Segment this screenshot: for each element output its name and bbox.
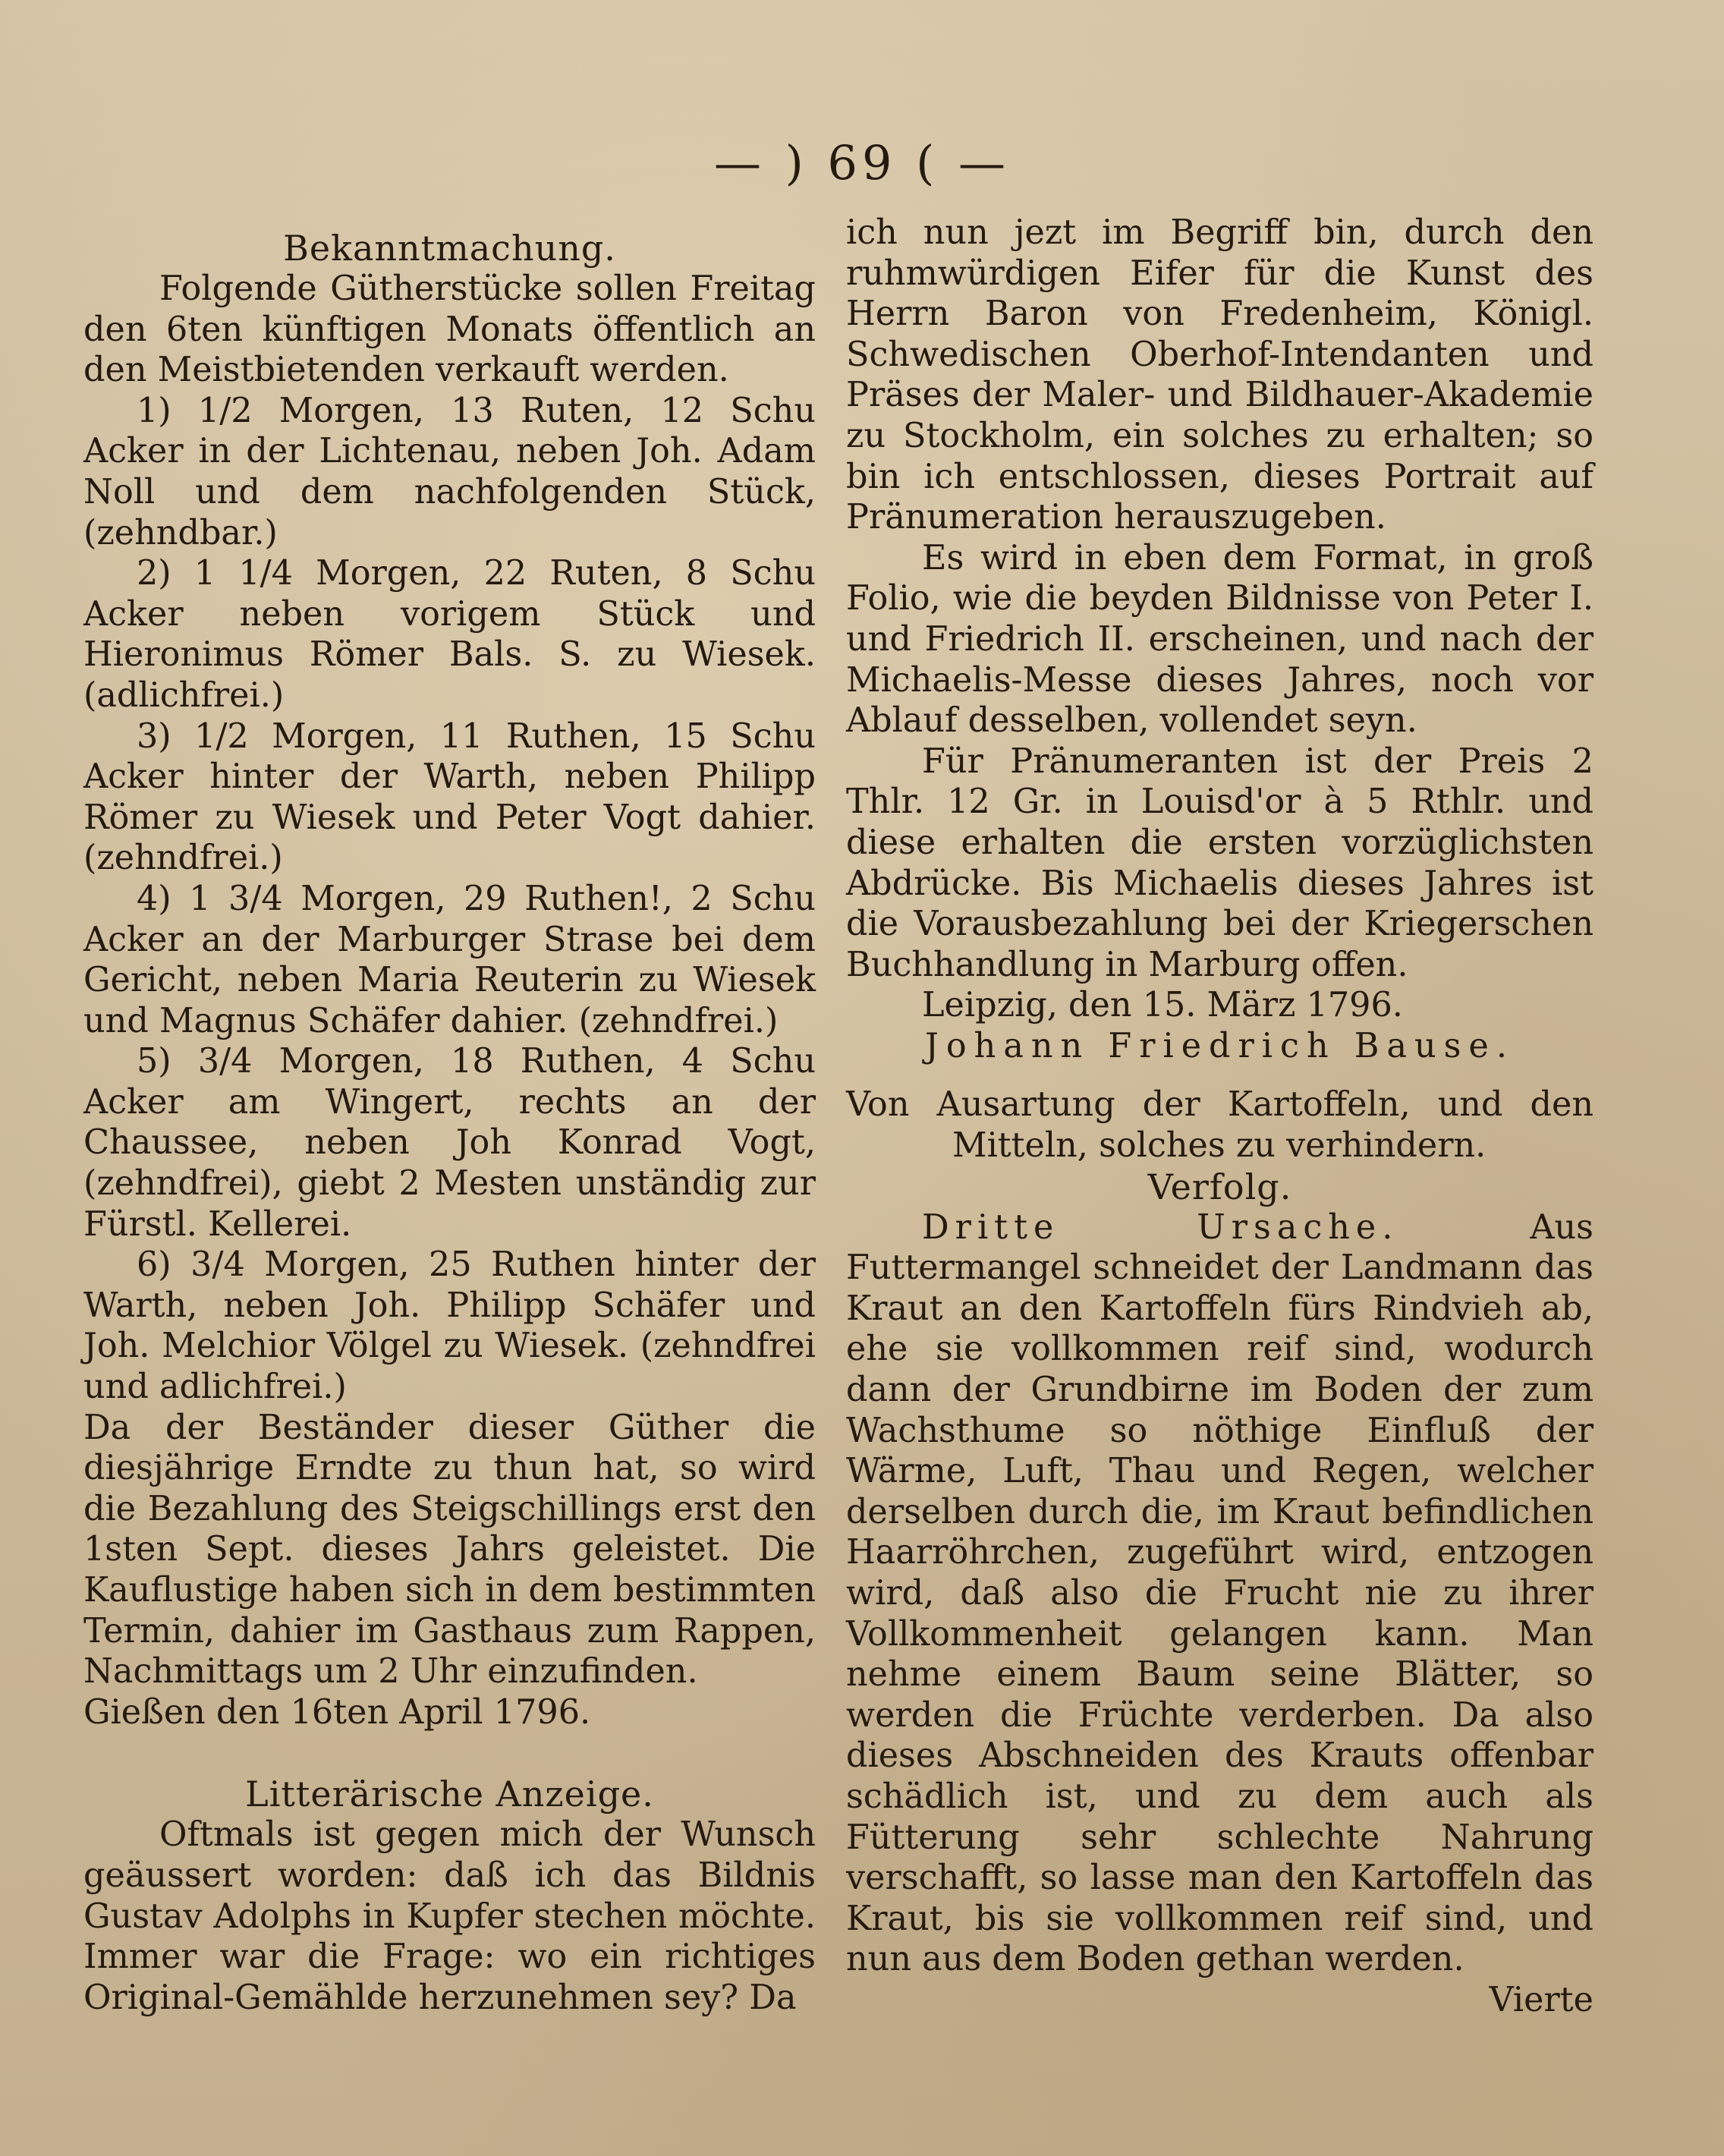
- announcement-intro: Folgende Gütherstücke sollen Freitag den 6ten künftigen Monats öffentlich an den Meistbietenden verkauft werden.: [83, 269, 816, 390]
- article-title: Von Ausartung der Kartoffeln, und den Mitteln, solches zu verhindern.: [846, 1085, 1593, 1166]
- announcement-date: Gießen den 16ten April 1796.: [83, 1692, 591, 1732]
- literary-notice-heading: Litterärische Anzeige.: [245, 1774, 654, 1815]
- page-number: — ) 69 ( —: [713, 135, 1011, 190]
- lot-item: 3) 1/2 Morgen, 11 Ruthen, 15 Schu Acker hinter der Warth, neben Philipp Römer zu Wiesek und Peter Vogt dahier. (zehndfrei.): [83, 716, 816, 878]
- left-column: [83, 228, 816, 2133]
- literary-notice-continued: ich nun jezt im Begriff bin, durch den ruhmwürdigen Eifer für die Kunst des Herrn Baron von Fredenheim, Königl. Schwedischen Oberhof-Intendanten und Präses der Maler- und Bildhauer-Akademie zu Stockholm, ein solches zu erhalten; so bin ich entschlossen, dieses Portrait auf Pränumeration herauszugeben.: [846, 213, 1593, 537]
- cause-label: Dritte Ursache.: [922, 1207, 1399, 1247]
- literary-notice-text: Oftmals ist gegen mich der Wunsch geäussert worden: daß ich das Bildnis Gustav Adolphs in Kupfer stechen möchte. Immer war die Frage: wo ein richtiges Original-Gemählde herzunehmen sey? Da: [83, 1815, 816, 2017]
- catchword: Vierte: [1489, 1980, 1593, 2019]
- article-body: [846, 1207, 1593, 1980]
- announcement-closing: Da der Beständer dieser Güther die diesjährige Erndte zu thun hat, so wird die Bezahlung des Steigschillings erst den 1sten Sept. dieses Jahrs geleistet. Die Kauflustige haben sich in dem bestimmten Termin, dahier im Gasthaus zum Rappen, Nachmittags um 2 Uhr einzufinden.: [83, 1408, 816, 1692]
- literary-notice-signature: Johann Friedrich Bause.: [925, 1026, 1515, 1065]
- lot-item: 5) 3/4 Morgen, 18 Ruthen, 4 Schu Acker am Wingert, rechts an der Chaussee, neben Joh Konrad Vogt, (zehndfrei), giebt 2 Mesten unständig zur Fürstl. Kellerei.: [83, 1042, 816, 1244]
- literary-notice-format: Es wird in eben dem Format, in groß Folio, wie die beyden Bildnisse von Peter I. und Friedrich II. erscheinen, und nach der Michaelis-Messe dieses Jahres, noch vor Ablauf desselben, vollendet seyn.: [846, 538, 1593, 741]
- announcement-heading: Bekanntmachung.: [283, 228, 616, 269]
- right-column: [846, 212, 1593, 2133]
- lot-item: 4) 1 3/4 Morgen, 29 Ruthen!, 2 Schu Acker an der Marburger Strase bei dem Gericht, neben Maria Reuterin zu Wiesek und Magnus Schäfer dahier. (zehndfrei.): [83, 879, 816, 1040]
- lot-item: 6) 3/4 Morgen, 25 Ruthen hinter der Warth, neben Joh. Philipp Schäfer und Joh. Melchior Völgel zu Wiesek. (zehndfrei und adlichfrei.): [83, 1245, 816, 1407]
- article-continued-label: Verfolg.: [1147, 1166, 1292, 1207]
- cause-text: Aus Futtermangel schneidet der Landmann das Kraut an den Kartoffeln fürs Rindvieh ab, ehe sie vollkommen reif sind, wodurch dann der Grundbirne im Boden der zum Wachsthume so nöthige Einfluß der Wärme, Luft, Thau und Regen, welcher derselben durch die, im Kraut befindlichen Haarröhrchen, zugeführt wird, entzogen wird, daß also die Frucht nie zu ihrer Vollkommenheit gelangen kann. Man nehme einem Baum seine Blätter, so werden die Früchte verderben. Da also dieses Abschneiden des Krauts offenbar schädlich ist, und zu dem auch als Fütterung sehr schlechte Nahrung verschafft, so lasse man den Kartoffeln das Kraut, bis sie vollkommen reif sind, und nun aus dem Boden gethan werden.: [846, 1207, 1593, 1979]
- literary-notice-dateline: Leipzig, den 15. März 1796.: [922, 986, 1403, 1025]
- literary-notice-price: Für Pränumeranten ist der Preis 2 Thlr. 12 Gr. in Louisd'or à 5 Rthlr. und diese erhalten die ersten vorzüglichsten Abdrücke. Bis Michaelis dieses Jahres ist die Vorausbezahlung bei der Kriegerschen Buchhandlung in Marburg offen.: [846, 741, 1593, 984]
- lot-item: 1) 1/2 Morgen, 13 Ruten, 12 Schu Acker in der Lichtenau, neben Joh. Adam Noll und dem nachfolgenden Stück, (zehndbar.): [83, 391, 816, 552]
- lot-item: 2) 1 1/4 Morgen, 22 Ruten, 8 Schu Acker neben vorigem Stück und Hieronimus Römer Bals. S. zu Wiesek. (adlichfrei.): [83, 554, 816, 715]
